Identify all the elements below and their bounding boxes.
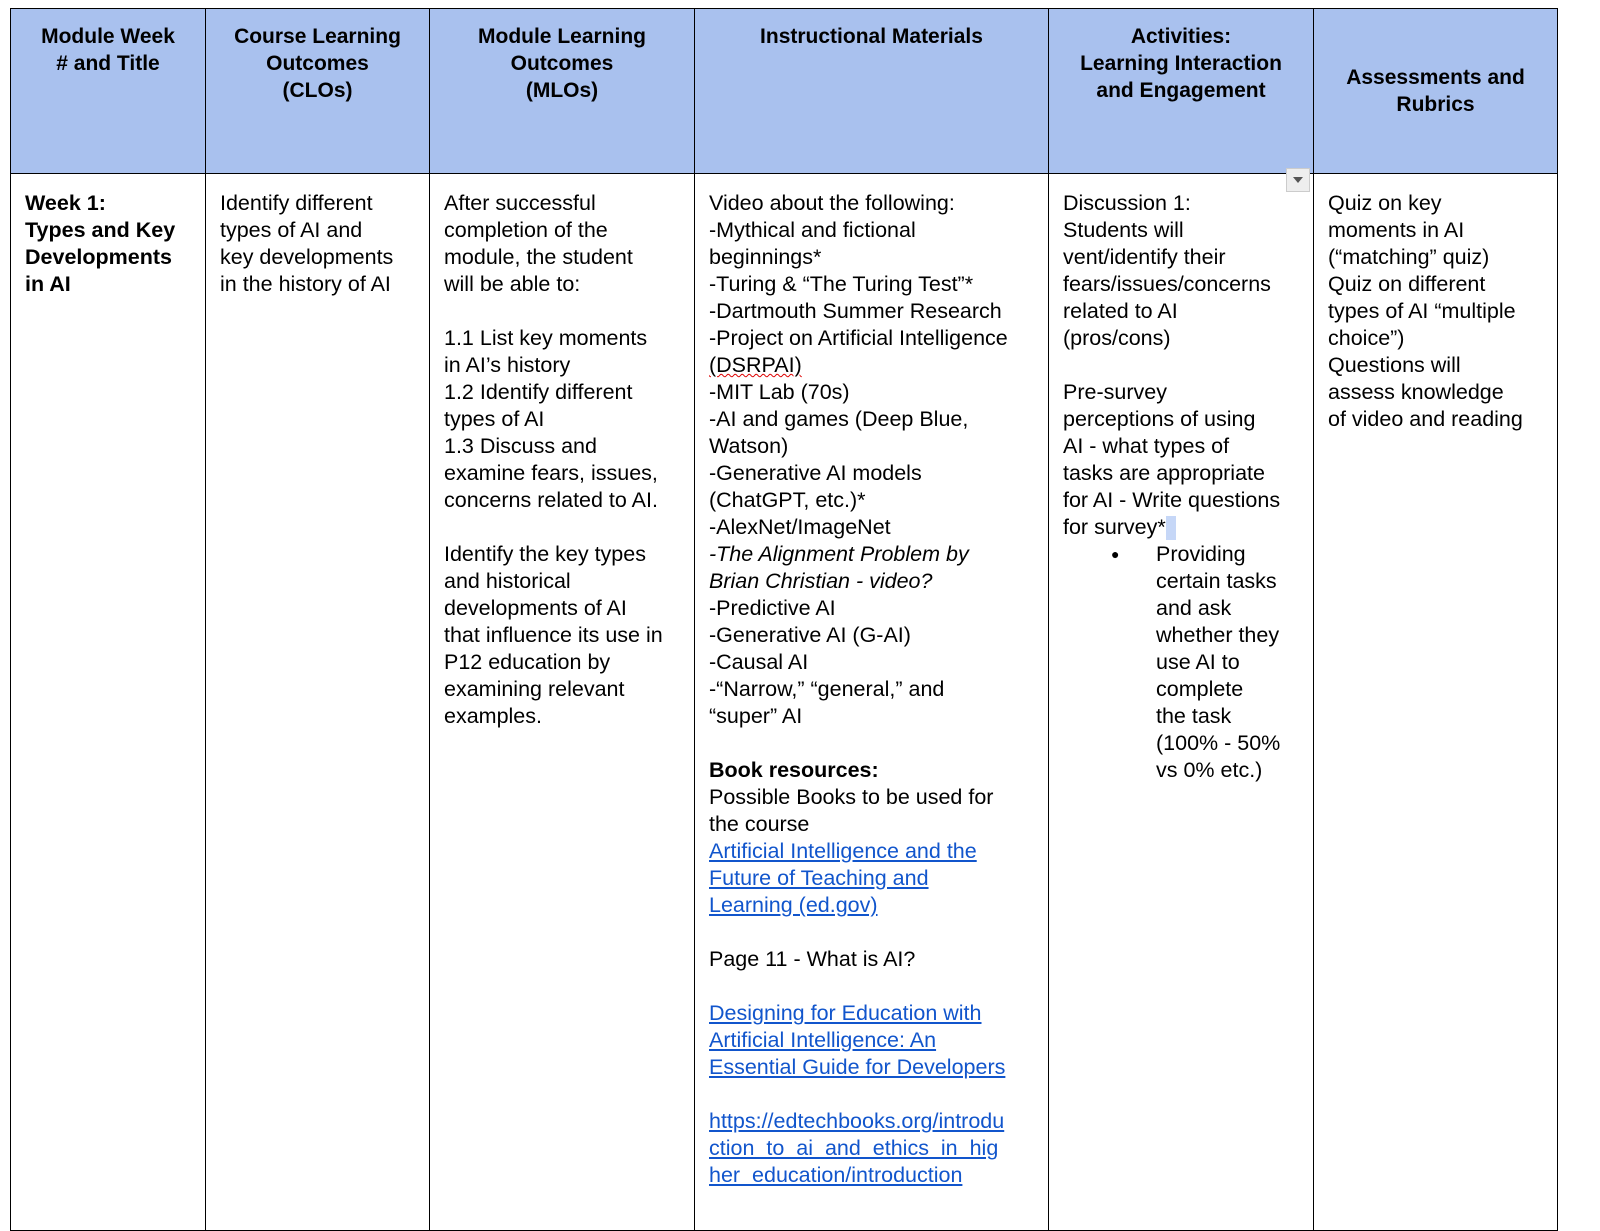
text: types of AI and: [220, 218, 363, 242]
text: tasks are appropriate: [1063, 461, 1265, 485]
text-line: [1063, 379, 1303, 406]
link[interactable]: [709, 865, 1038, 892]
text: Watson): [709, 434, 789, 458]
text-line: [709, 568, 1038, 595]
text: Brian Christian - video?: [709, 569, 933, 593]
text-line: [709, 487, 1038, 514]
text-line: [709, 217, 1038, 244]
text-line: [709, 622, 1038, 649]
text: AI - what types of: [1063, 434, 1230, 458]
text-line: [444, 541, 684, 568]
text-line: [709, 730, 1038, 757]
text: -Generative AI (G-AI): [709, 623, 911, 647]
text-line: [444, 460, 684, 487]
text-line: [444, 622, 684, 649]
header-line: Activities:: [1130, 25, 1232, 48]
text: types of AI: [444, 407, 545, 431]
text-line: [444, 271, 684, 298]
text: P12 education by: [444, 650, 611, 674]
bullet-item-line: [1063, 541, 1303, 568]
link[interactable]: [709, 1135, 1038, 1162]
text: -Project on Artificial Intelligence: [709, 326, 1008, 350]
text-line: [1063, 244, 1303, 271]
text-line: [709, 514, 1038, 541]
bullet-item-line: [1063, 649, 1303, 676]
table-row: [11, 174, 1558, 1231]
text-line: [444, 190, 684, 217]
text: Types and Key: [25, 218, 176, 242]
cell-mlos[interactable]: [430, 174, 695, 1231]
text-line: [709, 379, 1038, 406]
text-line: [1328, 352, 1547, 379]
header-clos: [206, 9, 430, 174]
link[interactable]: [709, 1108, 1038, 1135]
header-line: (MLOs): [525, 79, 599, 102]
text: choice”): [1328, 326, 1405, 350]
text-line: [220, 190, 419, 217]
text: Questions will: [1328, 353, 1461, 377]
text: Pre-survey: [1063, 380, 1167, 404]
header-line: Module Week: [41, 25, 175, 48]
text: vs 0% etc.): [1156, 758, 1263, 782]
link-text[interactable]: Artificial Intelligence: An: [709, 1028, 937, 1052]
text: -Dartmouth Summer Research: [709, 299, 1002, 323]
header-mlos: [430, 9, 695, 174]
text: will be able to:: [444, 272, 581, 296]
cell-materials[interactable]: [695, 174, 1049, 1231]
bullet-item-line: [1063, 595, 1303, 622]
text: Identify the key types: [444, 542, 646, 566]
bullet-item-line: [1063, 676, 1303, 703]
text-line: [709, 352, 1038, 379]
link[interactable]: [709, 1000, 1038, 1027]
text: and ask: [1156, 596, 1232, 620]
text: the task: [1156, 704, 1232, 728]
text: Page 11 - What is AI?: [709, 947, 916, 971]
text-line: [444, 352, 684, 379]
text: Book resources:: [709, 758, 879, 782]
text: -AlexNet/ImageNet: [709, 515, 891, 539]
text-line: [709, 703, 1038, 730]
text-line: [709, 649, 1038, 676]
text: for survey*: [1063, 515, 1166, 539]
text-line: [444, 676, 684, 703]
text-line: [444, 514, 684, 541]
text: (100% - 50%: [1156, 731, 1281, 755]
text: in the history of AI: [220, 272, 391, 296]
link[interactable]: [709, 1054, 1038, 1081]
text: Video about the following:: [709, 191, 955, 215]
course-module-table: [10, 8, 1558, 1231]
text-line: [709, 946, 1038, 973]
text-line: [444, 649, 684, 676]
link-text[interactable]: Learning (ed.gov): [709, 893, 878, 917]
text: -MIT Lab (70s): [709, 380, 850, 404]
link[interactable]: [709, 1027, 1038, 1054]
text-line: [444, 487, 684, 514]
text: module, the student: [444, 245, 633, 269]
text-line: [444, 595, 684, 622]
text: 1.1 List key moments: [444, 326, 648, 350]
header-line: Assessments and: [1346, 66, 1525, 89]
text: examples.: [444, 704, 542, 728]
text-line: [1063, 406, 1303, 433]
text: complete: [1156, 677, 1244, 701]
text-line: [709, 676, 1038, 703]
text-line: [444, 568, 684, 595]
header-instructional-materials: [695, 9, 1049, 174]
text-line: [709, 325, 1038, 352]
header-line: Outcomes: [510, 52, 614, 75]
text: Discussion 1:: [1063, 191, 1191, 215]
text-line: [709, 298, 1038, 325]
text: “super” AI: [709, 704, 803, 728]
text: of video and reading: [1328, 407, 1523, 431]
bullet-item-line: [1063, 622, 1303, 649]
text-line: [444, 217, 684, 244]
text: assess knowledge: [1328, 380, 1504, 404]
text: types of AI “multiple: [1328, 299, 1516, 323]
bullet-icon: ●: [1111, 546, 1120, 562]
text-line: [709, 460, 1038, 487]
text-line: [709, 973, 1038, 1000]
header-activities: [1049, 9, 1314, 174]
text: and historical: [444, 569, 571, 593]
text: completion of the: [444, 218, 608, 242]
header-module-week: [11, 9, 206, 174]
text: Quiz on different: [1328, 272, 1486, 296]
header-row: [11, 9, 1558, 174]
cell-clos[interactable]: [206, 174, 430, 1231]
text-line: [25, 217, 195, 244]
text: -The Alignment Problem by: [709, 542, 969, 566]
text-line: [444, 703, 684, 730]
text-line: [1063, 298, 1303, 325]
bullet-item-line: [1063, 757, 1303, 784]
text-line: [709, 919, 1038, 946]
text-line: [709, 1081, 1038, 1108]
text-line: [220, 217, 419, 244]
link-text[interactable]: Designing for Education with: [709, 1001, 982, 1025]
header-line: Module Learning: [478, 25, 646, 48]
dropdown-arrow-icon[interactable]: [1286, 168, 1310, 192]
text: -AI and games (Deep Blue,: [709, 407, 969, 431]
bullet-item-line: [1063, 703, 1303, 730]
text: developments of AI: [444, 596, 627, 620]
cell-activities[interactable]: [1049, 174, 1314, 1231]
text-line: [1063, 352, 1303, 379]
text-line: [1328, 406, 1547, 433]
text-line: [444, 325, 684, 352]
link-text[interactable]: ction_to_ai_and_ethics_in_hig: [709, 1136, 999, 1160]
text: -Mythical and fictional: [709, 218, 916, 242]
bullet-item-line: [1063, 568, 1303, 595]
text-line: [709, 271, 1038, 298]
text-line: [444, 433, 684, 460]
text: related to AI: [1063, 299, 1178, 323]
text-line: [220, 271, 419, 298]
text: Developments: [25, 245, 172, 269]
text-line: [1328, 379, 1547, 406]
text-line: [1063, 217, 1303, 244]
link-text[interactable]: Essential Guide for Developers: [709, 1055, 1006, 1079]
text-line: [444, 298, 684, 325]
text-line: [1063, 487, 1303, 514]
text-line: [444, 244, 684, 271]
text: examining relevant: [444, 677, 625, 701]
text-line: [1328, 217, 1547, 244]
text-line: [1328, 244, 1547, 271]
text: concerns related to AI.: [444, 488, 658, 512]
link-text[interactable]: https://edtechbooks.org/introdu: [709, 1109, 1005, 1133]
header-line: Instructional Materials: [760, 25, 983, 48]
text-line: [709, 190, 1038, 217]
text: 1.3 Discuss and: [444, 434, 597, 458]
text: (“matching” quiz): [1328, 245, 1490, 269]
text: -Generative AI models: [709, 461, 922, 485]
text-line: [25, 271, 195, 298]
header-line: (CLOs): [282, 79, 353, 102]
link[interactable]: [709, 838, 1038, 865]
header-line: Outcomes: [266, 52, 369, 75]
text: Possible Books to be used for: [709, 785, 994, 809]
text: Quiz on key: [1328, 191, 1442, 215]
link-text[interactable]: Artificial Intelligence and the: [709, 839, 977, 863]
text: -“Narrow,” “general,” and: [709, 677, 945, 701]
header-line: Course Learning: [234, 25, 401, 48]
text: key developments: [220, 245, 394, 269]
text-line: [709, 406, 1038, 433]
text: in AI’s history: [444, 353, 571, 377]
cell-assessments[interactable]: [1314, 174, 1558, 1231]
header-line: Rubrics: [1396, 93, 1475, 116]
text: -Predictive AI: [709, 596, 836, 620]
text-line: [1063, 325, 1303, 352]
text: that influence its use in: [444, 623, 663, 647]
cell-week[interactable]: [11, 174, 206, 1231]
text-selection-cursor: [1166, 516, 1176, 540]
text-line: [444, 379, 684, 406]
text: use AI to: [1156, 650, 1240, 674]
text: -Turing & “The Turing Test”*: [709, 272, 974, 296]
link-text[interactable]: her_education/introduction: [709, 1163, 963, 1187]
text: beginnings*: [709, 245, 822, 269]
text-line: [1063, 460, 1303, 487]
text: examine fears, issues,: [444, 461, 658, 485]
text: Week 1:: [25, 191, 106, 215]
text: for AI - Write questions: [1063, 488, 1281, 512]
text-line: [444, 406, 684, 433]
header-line: # and Title: [56, 52, 160, 75]
text-line: [709, 541, 1038, 568]
text: vent/identify their: [1063, 245, 1226, 269]
text: (DSRPAI): [709, 353, 802, 377]
text-line: [1063, 433, 1303, 460]
text: (pros/cons): [1063, 326, 1171, 350]
text-line: [25, 244, 195, 271]
text: -Causal AI: [709, 650, 809, 674]
header-line: and Engagement: [1096, 79, 1266, 102]
header-assessments: [1314, 9, 1558, 174]
text-line: [709, 811, 1038, 838]
text: fears/issues/concerns: [1063, 272, 1271, 296]
bullet-item-line: [1063, 730, 1303, 757]
text: perceptions of using: [1063, 407, 1256, 431]
text-line: [1063, 514, 1303, 541]
text-line: [1328, 271, 1547, 298]
text-line: [1328, 325, 1547, 352]
text: certain tasks: [1156, 569, 1277, 593]
text: (ChatGPT, etc.)*: [709, 488, 866, 512]
text: 1.2 Identify different: [444, 380, 633, 404]
text-line: [709, 757, 1038, 784]
text: the course: [709, 812, 810, 836]
header-line: Learning Interaction: [1080, 52, 1282, 75]
text-line: [709, 784, 1038, 811]
text: After successful: [444, 191, 596, 215]
text-line: [709, 433, 1038, 460]
link[interactable]: [709, 892, 1038, 919]
text-line: [1328, 190, 1547, 217]
text: in AI: [25, 272, 71, 296]
text-line: [1063, 271, 1303, 298]
text-line: [1063, 190, 1303, 217]
text-line: [709, 595, 1038, 622]
link-text[interactable]: Future of Teaching and: [709, 866, 929, 890]
text: moments in AI: [1328, 218, 1465, 242]
text-line: [1328, 298, 1547, 325]
text-line: [220, 244, 419, 271]
text: whether they: [1156, 623, 1280, 647]
link[interactable]: [709, 1162, 1038, 1189]
text-line: [25, 190, 195, 217]
text: Students will: [1063, 218, 1184, 242]
text: Identify different: [220, 191, 373, 215]
text-line: [709, 244, 1038, 271]
text: Providing: [1156, 542, 1246, 566]
